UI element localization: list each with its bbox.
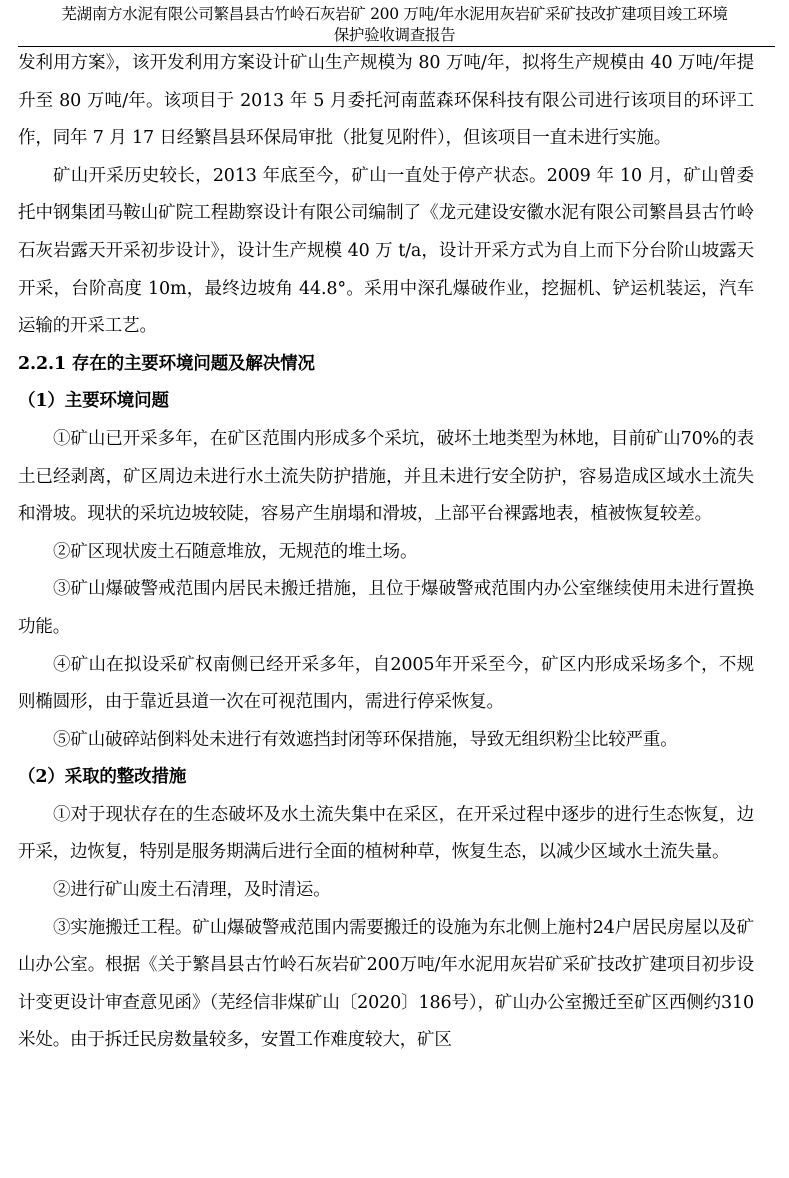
issue-item-4: ④矿山在拟设采矿权南侧已经开采多年，自2005年开采至今，矿区内形成采场多个，不规则椭圆形，由于靠近县道一次在可视范围内，需进行停采恢复。 (18, 654, 754, 713)
issue-item-2: ②矿区现状废土石随意堆放，无规范的堆土场。 (53, 541, 418, 562)
header-title-line1: 芜湖南方水泥有限公司繁昌县古竹岭石灰岩矿 200 万吨/年水泥用灰岩矿采矿技改扩建项目竣工环境 (61, 5, 728, 23)
measure-item-2: ②进行矿山废土石清理，及时清运。 (53, 880, 331, 901)
measure-item-1: ①对于现状存在的生态破坏及水土流失集中在采区，在开采过程中逐步的进行生态恢复，边开采，边恢复，特别是服务期满后进行全面的植树种草，恢复生态，以减少区域水土流失量。 (18, 804, 754, 863)
issue-item-1: ①矿山已开采多年，在矿区范围内形成多个采坑，破坏土地类型为林地，目前矿山70%的表土已经剥离，矿区周边未进行水土流失防护措施，并且未进行安全防护，容易造成区域水土流失和滑坡。现状的采坑边坡较陡，容易产生崩塌和滑坡，上部平台裸露地表，植被恢复较差。 (18, 428, 754, 525)
subheading-measures: （2）采取的整改措施 (18, 767, 187, 788)
section-heading-2-2-1: 2.2.1 存在的主要环境问题及解决情况 (18, 353, 315, 374)
issue-item-5: ⑤矿山破碎站倒料处未进行有效遮挡封闭等环保措施，导致无组织粉尘比较严重。 (53, 729, 678, 750)
issue-item-3: ③矿山爆破警戒范围内居民未搬迁措施，且位于爆破警戒范围内办公室继续使用未进行置换功能。 (18, 579, 754, 637)
paragraph-continuation: 发利用方案》，该开发利用方案设计矿山生产规模为 80 万吨/年，拟将生产规模由 40 万吨/年提升至 80 万吨/年。该项目于 2013 年 5 月委托河南蓝森环保科技有限公司进行该项目的环评工作，同年 7 月 17 日经繁昌县环保局审批（批复见附件），但该项目一直未进行实施。 (18, 53, 754, 149)
page-header (0, 4, 789, 46)
paragraph-mining-history: 矿山开采历史较长，2013 年底至今，矿山一直处于停产状态。2009 年 10 月，矿山曾委托中钢集团马鞍山矿院工程勘察设计有限公司编制了《龙元建设安徽水泥有限公司繁昌县古竹岭石灰岩露天开采初步设计》，设计生产规模 40 万 t/a，设计开采方式为自上而下分台阶山坡露天开采，台阶高度 10m，最终边坡角 44.8°。采用中深孔爆破作业，挖掘机、铲运机装运，汽车运输的开采工艺。 (18, 165, 754, 337)
measure-item-3: ③实施搬迁工程。矿山爆破警戒范围内需要搬迁的设施为东北侧上施村24户居民房屋以及矿山办公室。根据《关于繁昌县古竹岭石灰岩矿200万吨/年水泥用灰岩矿采矿技改扩建项目初步设计变更设计审查意见函》（芜经信非煤矿山〔2020〕186号），矿山办公室搬迁至矿区西侧约310米处。由于拆迁民房数量较多，安置工作难度较大，矿区 (18, 917, 754, 1051)
document-body (18, 45, 754, 1060)
header-title-line2: 保护验收调查报告 (333, 26, 456, 44)
subheading-main-issues: （1）主要环境问题 (18, 391, 169, 412)
